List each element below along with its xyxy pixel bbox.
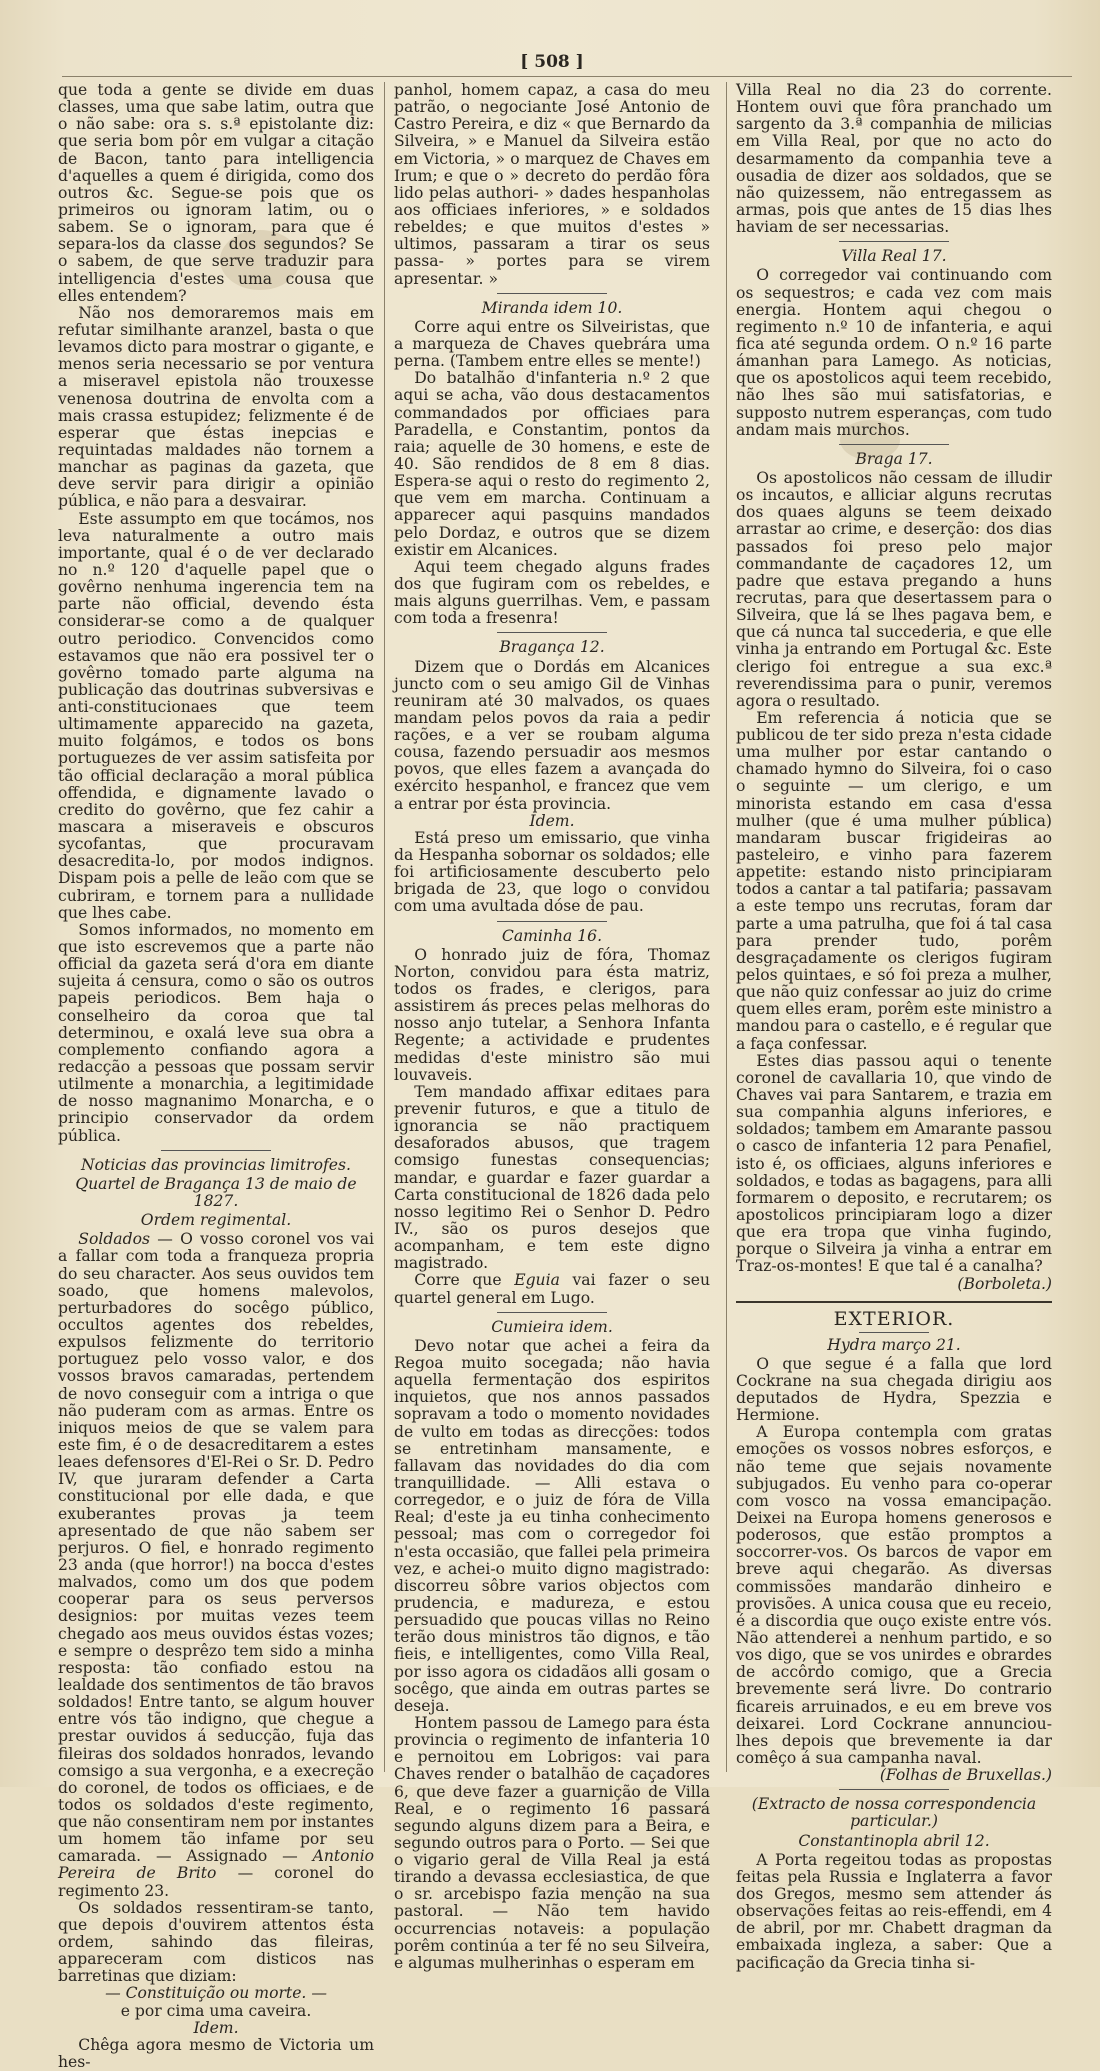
dateline: Hydra março 21. [827, 1335, 961, 1354]
paragraph: Villa Real no dia 23 do corrente. Hontem ouvi que fôra pranchado um sargento da 3.ª companhia de milicias em Villa Real, por que no acto do desarmamento da companhia teve a ousadia de dizer aos soldados, que se não quizessem, não entregassem as armas, pois que antes de 15 dias lhes haviam de ser necessarias. [736, 81, 1052, 237]
column-divider [726, 82, 727, 1772]
dateline: Cumieira idem. [491, 1317, 613, 1336]
paragraph: Estes dias passou aqui o tenente coronel de cavallaria 10, que vindo de Chaves vai para Santarem, e trazia em sua companhia alguns inferiores, e soldados; tambem em Amarante passou o casco de infanteria 12 para Penafiel, isto é, os officiaes, alguns inferiores e soldados, e todas as bagagens, para alli formarem o deposito, e recrutarem; os apostolicos principiaram logo a dizer que era tropa que vinha fugindo, porque o Silveira ja vinha a entrar em Traz-os-montes! E que tal é a canalha? [736, 1051, 1052, 1276]
paragraph: Os apostolicos não cessam de illudir os incautos, e alliciar alguns recrutas dos quaes alguns se teem deixado arrastar ao crime, e deserção: dos dias passados foi preso pelo major commandante de caçadores 12, um padre que estava pregando a huns recrutas, para que desertassem para o Silveira, que lá se lhes pagava bem, e que cá nunca tal succederia, e que elle vinha ja entrando em Portugal &c. Este clerigo foi entregue a sua exc.ª reverendissima para o punir, veremos agora o resultado. [736, 468, 1052, 710]
section-rule [736, 1301, 1052, 1303]
paragraph: Este assumpto em que tocámos, nos leva naturalmente a outro mais importante, qual é o de ver declarado no n.º 120 d'aquelle papel que o govêrno nenhuma ingerencia tem na parte não official, devendo ésta considerar-se como a de qualquer outro periodico. Convencidos como estavamos que não era possivel ter o govêrno tomado parte alguma na publicação das doutrinas subversivas e anti-constitucionaes que teem ultimamente apparecido na gazeta, muito folgámos, e todos os bons portuguezes de ver assim satisfeita por tão official declaração a moral pública offendida, e dignamente lavado o credito do govêrno, que fez cahir a mascara a miseraveis e obscuros sycofantas, que procuravam desacredita-lo, por modos indignos. Dispam pois a pelle de leão com que se cubriram, e tornem para a nullidade que lhes cabe. [58, 509, 374, 922]
subheading: (Extracto de nossa correspondencia particular.) [751, 1795, 1037, 1831]
dateline: Quartel de Bragança 13 de maio de 1827. [75, 1174, 357, 1210]
header-rule [62, 76, 1072, 77]
paragraph: Aqui teem chegado alguns frades dos que fugiram com os rebeldes, e mais alguns guerrilhas. Vem, e passam com toda a fresenra! [394, 557, 710, 628]
dateline: Braga 17. [855, 449, 933, 468]
paragraph: que toda a gente se divide em duas classes, uma que sabe latim, outra que o não sabe: ora s. s.ª epistolante diz: que seria bom pôr em vulgar a citação de Bacon, tanto para intelligencia d'aquelles a quem é dirigida, como dos outros &c. Segue-se pois que os primeiros ou ignoram latim, ou o sabem. Se o ignoram, para que é separa-los da classe dos segundos? Se o sabem, de que serve traduzir para intelligencia d'estes uma cousa que elles entendem? [58, 81, 374, 305]
dateline: Idem. [529, 811, 575, 830]
paragraph: Em referencia á noticia que se publicou de ter sido preza n'esta cidade uma mulher por estar cantando o chamado hymno do Silveira, foi o caso o seguinte — um clerigo, e um minorista estando em casa d'essa mulher (que é uma mulher pública) mandaram buscar frigideiras ao pasteleiro, e vinho para fazerem appetite: estando nisto principiaram todos a cantar a tal patifaria; passavam a este tempo uns recrutas, foram dar parte a uma patrulha, que foi á tal casa para prender tudo, porêm desgraçadamente os clerigos fugiram pelos quintaes, e só foi preza a mulher, que não quiz confessar ao juiz do crime quem elles eram, porêm este ministro a mandou para o castello, e é regular que a faça confessar. [736, 708, 1052, 1053]
paragraph: Dizem que o Dordás em Alcanices juncto com o seu amigo Gil de Vinhas reuniram até 30 malvados, os quaes mandam pelos povos da raia a pedir rações, e a ver se roubam alguma cousa, fazendo persuadir aos mesmos povos, que elles fazem a avançada do exército hespanhol, e francez que vem a entrar por ésta provincia. [394, 657, 710, 813]
paragraph: Chêga agora mesmo de Victoria um hes- [58, 2035, 374, 2071]
section-heading: Noticias das provincias limitrofes. [81, 1155, 351, 1174]
paragraph: Somos informados, no momento em que isto escrevemos que a parte não official da gazeta será d'ora em diante sujeita á censura, como o são os outros papeis periodicos. Bem haja o conselheiro da coroa que tal determinou, e oxalá leve sua obra a complemento confiando agora a redacção a pessoas que possam servir utilmente a monarchia, a legitimidade de nosso magnanimo Monarcha, e o principio conservador da ordem pública. [58, 920, 374, 1145]
paragraph: A Europa contempla com gratas emoções os vossos nobres esforços, e não teme que sejais novamente subjugados. Eu venho para co-operar com vosco na vossa emancipação. Deixei na Europa homens generosos e poderosos, que estão promptos a soccorrer-vos. Os barcos de vapor em breve aqui chegarão. As diversas commissões mandarão dinheiro e provisões. A unica cousa que eu receio, é a discordia que ouço existe entre vós. Não attenderei a nenhum partido, e so vos digo, que se vos unirdes e obrardes de accôrdo comigo, que a Grecia brevemente será livre. Do contrario ficareis arruinados, e eu em breve vos deixarei. Lord Cockrane annunciou-lhes depois que brevemente ia dar comêço á sua campanha naval. [736, 1423, 1052, 1767]
paragraph: Os soldados ressentiram-se tanto, que depois d'ouvirem attentos ésta ordem, sahindo das fileiras, appareceram com disticos nas barretinas que diziam: [58, 1898, 374, 1986]
section-rule [497, 632, 607, 633]
paragraph: Corre aqui entre os Silveiristas, que a marqueza de Chaves quebrára uma perna. (Tambem entre elles se mente!) [394, 317, 710, 371]
paragraph: Tem mandado affixar editaes para prevenir futuros, e que a titulo de ignorancia se não practiquem desaforados abusos, que tragem comsigo funestas consequencias; mandar, e guardar e fazer guardar a Carta constitucional de 1826 dada pelo nosso legitimo Rei o Senhor D. Pedro IV., são os puros desejos que acompanham, e tem este digno magistrado. [394, 1082, 710, 1273]
column-2 [394, 81, 711, 1972]
page-number: [ 508 ] [520, 52, 584, 72]
section-rule [497, 293, 607, 294]
dateline: Villa Real 17. [841, 247, 947, 266]
section-rule [859, 1332, 929, 1333]
dateline: Caminha 16. [501, 926, 603, 945]
paragraph: Está preso um emissario, que vinha da Hespanha sobornar os soldados; elle foi artificiosamente descuberto pelo brigada de 23, que logo o convidou com uma avultada dóse de pau. [394, 828, 710, 916]
column-divider [384, 82, 385, 1772]
paragraph: Soldados — O vosso coronel vos vai a fallar com toda a franqueza propria do seu character. Aos seus ouvidos tem soado, que homens malevolos, perturbadores do socêgo público, occultos agentes dos rebeldes, expulsos felizmente do territorio portuguez pelo vosso valor, e dos vossos bravos camaradas, pertendem de novo conseguir com a intriga o que não puderam com as armas. Entre os iniquos meios de que se valem para este fim, é o de desacreditarem a estes leaes defensores d'El-Rei o Sr. D. Pedro IV, que juraram defender a Carta constitucional por elle dada, e que exuberantes provas ja teem apresentado de que não sabem ser perjuros. O fiel, e honrado regimento 23 anda (que horror!) na bocca d'estes malvados, como um dos que podem cooperar para os seus perversos designios: por muitas vezes teem chegado aos meus ouvidos éstas vozes; e sempre o desprêzo tem sido a minha resposta: tão confiado estou na lealdade dos sentimentos de tão bravos soldados! Entre tanto, se algum houver entre vós tão indigno, que chegue a prestar ouvidos á seducção, fuja das fileiras dos soldados honrados, levando comsigo a sua vergonha, e a execreção do coronel, de todos os officiaes, e de todos os soldados d'este regimento, que não consentiram nem por instantes um homem tão infame por seu camarada. — Assignado — Antonio Pereira de Brito — coronel do regimento 23. [58, 1230, 374, 1900]
paragraph: O corregedor vai continuando com os sequestros; e cada vez com mais energia. Hontem aqui chegou o regimento n.º 10 de infanteria, e aqui fica até segunda ordem. O n.º 16 parte ámanhan para Lamego. As noticias, que os apostolicos aqui teem recebido, não lhes são mui satisfatorias, e supposto nutrem esperanças, com tudo andam mais murchos. [736, 266, 1052, 439]
section-rule [497, 1312, 607, 1313]
person-name: Eguia [514, 1271, 560, 1290]
paragraph: O que segue é a falla que lord Cockrane na sua chegada dirigiu aos deputados de Hydra, Spezzia e Hermione. [736, 1354, 1052, 1425]
section-rule [839, 444, 949, 445]
paragraph: Hontem passou de Lamego para ésta provincia o regimento de infanteria 10 e pernoitou em Lobrigos: vai para Chaves render o batalhão de caçadores 6, que deve fazer a guarnição de Villa Real, e o regimento 16 passará segundo alguns dizem para a Beira, e segundo outros para o Porto. — Sei que o vigario geral de Villa Real ja está tirando a devassa ecclesiastica, de que o sr. arcebispo fazia menção na sua pastoral. — Não tem havido occurrencias notaveis: a população porêm continúa a ter fé no seu Silveira, e algumas mulherinhas o esperam em [394, 1713, 710, 1972]
section-rule [839, 1789, 949, 1790]
paragraph: panhol, homem capaz, a casa do meu patrão, o negociante José Antonio de Castro Pereira, e diz « que Bernardo da Silveira, » e Manuel da Silveira estão em Victoria, » o marquez de Chaves em Irum; e que o » decreto do perdão fôra lido pelas authori- » dades hespanholas aos officiaes inferiores, » e soldados rebeldes; e que muitos d'estes » ultimos, passaram a tirar os seus passa- » portes para se virem apresentar. » [394, 81, 710, 288]
dateline: Miranda idem 10. [481, 298, 623, 317]
dateline: Bragança 12. [499, 638, 605, 657]
section-rule [839, 241, 949, 242]
motto-note: e por cima uma caveira. [120, 2001, 312, 2020]
signatory: Antonio Pereira de Brito [58, 1847, 374, 1883]
lead-word: Soldados [78, 1230, 150, 1249]
column-3 [736, 81, 1052, 1972]
paragraph: Do batalhão d'infanteria n.º 2 que aqui se acha, vão dous destacamentos commandados por officiaes para Paradella, e Constantim, pontos da raia; aquelle de 30 homens, e este de 40. São rendidos de 8 em 8 dias. Espera-se aqui o resto do regimento 2, que vem em marcha. Continuam a apparecer aqui pasquins mandados pelo Dordaz, e outros que se dizem existir em Alcanices. [394, 369, 710, 559]
paragraph: O honrado juiz de fóra, Thomaz Norton, convidou para ésta matriz, todos os frades, e clerigos, para assistirem ás preces pelas melhoras do nosso anjo tutelar, a Senhora Infanta Regente; a actividade e prudentes medidas d'este ministro são mui louvaveis. [394, 945, 710, 1084]
source-credit: (Borboleta.) [957, 1274, 1052, 1293]
paragraph: A Porta regeitou todas as propostas feitas pela Russia e Inglaterra a favor dos Gregos, mesmo sem attender ás observações feitas ao reis-effendi, em 4 de abril, por mr. Chabett dragman da embaixada ingleza, a saber: Que a pacificação da Grecia tinha si- [736, 1850, 1052, 1972]
paragraph: Não nos demoraremos mais em refutar similhante aranzel, basta o que levamos dicto para mostrar o gigante, e menos seria necessario se por ventura a miseravel epistola não trouxesse venenosa doutrina de envolta com a mais crassa estupidez; felizmente é de esperar que éstas inepcias e requintadas maldades não tornem a manchar as paginas da gazeta, que deve servir para dirigir a opinião pública, e não para a desvairar. [58, 303, 374, 511]
source-credit: (Folhas de Bruxellas.) [879, 1766, 1052, 1785]
dateline: Constantinopla abril 12. [798, 1831, 990, 1850]
paragraph: Devo notar que achei a feira da Regoa muito socegada; não havia aquella fermentação dos espiritos inquietos, que nos annos passados sopravam a todo o momento novidades de vulto em todas as direcções: todos se entretinham mansamente, e fallavam das novidades do dia com tranquillidade. — Alli estava o corregedor, e o juiz de fóra de Villa Real; d'este ja eu tinha conhecimento pessoal; mas com o corregedor foi n'esta occasião, que fallei pela primeira vez, e achei-o muito digno magistrado: discorreu sôbre varios objectos com prudencia, e madureza, e estou persuadido que poucas villas no Reino terão dous ministros tão dignos, e tão fieis, e intelligentes, como Villa Real, por isso agora os cidadãos alli gosam o socêgo, que ainda em outras partes se deseja. [394, 1336, 710, 1715]
motto: — Constituição ou morte. — [105, 1984, 327, 2003]
section-rule [161, 1150, 271, 1151]
section-rule [497, 921, 607, 922]
paragraph: Corre que Eguia vai fazer o seu quartel general em Lugo. [394, 1271, 711, 1307]
section-title: EXTERIOR. [833, 1307, 955, 1330]
subheading: Ordem regimental. [140, 1211, 292, 1230]
column-1 [58, 81, 374, 2071]
dateline: Idem. [193, 2018, 239, 2037]
